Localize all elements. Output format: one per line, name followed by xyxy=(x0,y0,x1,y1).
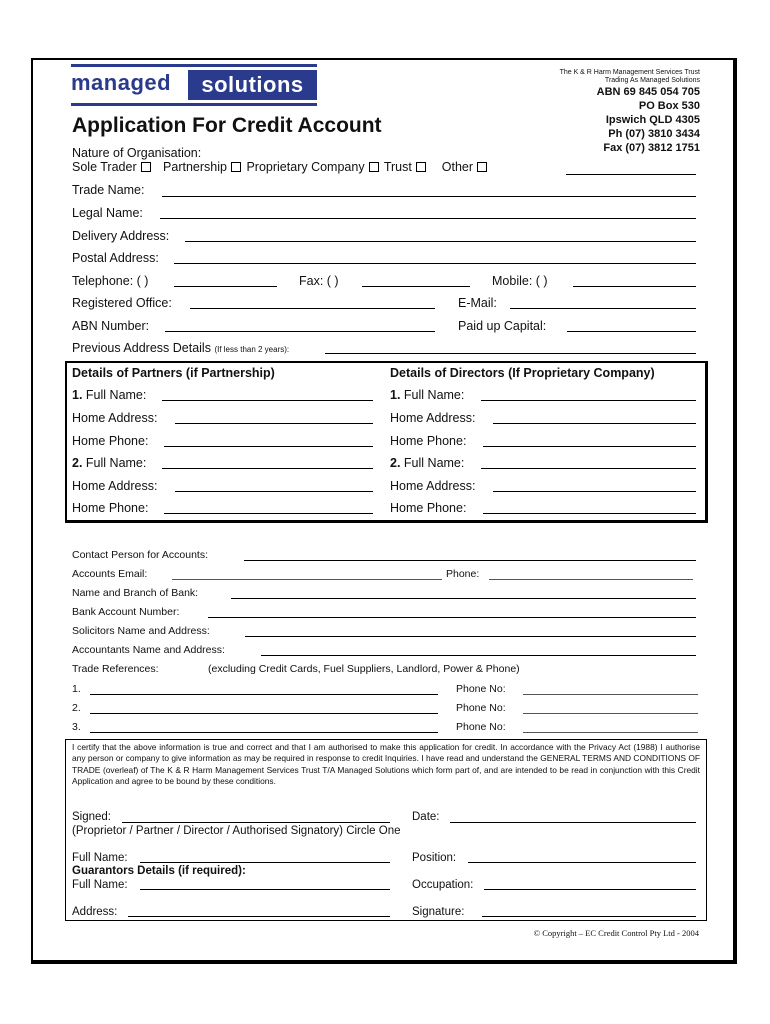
address-label: Address: xyxy=(72,906,118,918)
ref-2-field[interactable] xyxy=(90,713,438,714)
delivery-address-field[interactable] xyxy=(185,241,696,242)
director-2-home-phone-field[interactable] xyxy=(483,513,696,514)
director-2-full-name-label: 2. Full Name: xyxy=(390,456,465,470)
ref-3-phone-field[interactable] xyxy=(523,732,698,733)
signatory-note: (Proprietor / Partner / Director / Authorised Signatory) Circle One xyxy=(72,825,401,837)
signature-label: Signature: xyxy=(412,906,465,918)
partner-2-home-phone-label: Home Phone: xyxy=(72,501,149,515)
occupation-field[interactable] xyxy=(484,889,696,890)
accountants-label: Accountants Name and Address: xyxy=(72,644,225,656)
trade-refs-note: (excluding Credit Cards, Fuel Suppliers, Landlord, Power & Phone) xyxy=(208,663,520,675)
accountants-field[interactable] xyxy=(261,655,696,656)
trade-name-label: Trade Name: xyxy=(72,183,145,197)
postal-address-field[interactable] xyxy=(174,263,696,264)
legal-name-field[interactable] xyxy=(160,218,696,219)
previous-address-note: (If less than 2 years): xyxy=(214,345,290,354)
copyright: © Copyright – EC Credit Control Pty Ltd - 2004 xyxy=(533,928,699,938)
guarantor-full-name-field[interactable] xyxy=(140,889,390,890)
logo-rule-bottom xyxy=(71,103,317,106)
other-field[interactable] xyxy=(566,174,696,175)
partner-2-full-name-label: 2. Full Name: xyxy=(72,456,147,470)
logo-rule-top xyxy=(71,64,317,67)
bank-name-label: Name and Branch of Bank: xyxy=(72,587,199,599)
guarantor-full-name-label: Full Name: xyxy=(72,879,128,891)
contact-person-field[interactable] xyxy=(244,560,696,561)
legal-name-label: Legal Name: xyxy=(72,206,143,220)
partner-1-home-address-field[interactable] xyxy=(175,423,373,424)
fax-number: Fax (07) 3812 1751 xyxy=(603,142,700,154)
address-field[interactable] xyxy=(128,916,390,917)
certification-text: I certify that the above information is true and correct and that I am authorised to make this application for credit. In accordance with the Privacy Act (1988) I authorise any person or company to give information as may be required in response to credit Inquiries. I have read and understand the GENERAL TERMS AND CONDITIONS OF TRADE (overleaf) of The K & R Harm Management Services Trust T/A Managed Solutions which form part of, and are intended to be read in conjunction with this Credit Application and agree to be bound by these conditions. xyxy=(72,742,700,787)
ref-1-field[interactable] xyxy=(90,694,438,695)
solicitors-field[interactable] xyxy=(245,636,696,637)
abn-number-field[interactable] xyxy=(165,331,435,332)
registered-office-label: Registered Office: xyxy=(72,296,172,310)
occupation-label: Occupation: xyxy=(412,879,474,891)
accounts-email-label: Accounts Email: xyxy=(72,568,148,580)
mobile-label: Mobile: ( ) xyxy=(492,274,548,288)
full-name-field[interactable] xyxy=(140,862,390,863)
option-partnership-label: Partnership xyxy=(163,160,227,174)
previous-address-label xyxy=(72,341,289,355)
ref-2-phone-field[interactable] xyxy=(523,713,698,714)
signed-label: Signed: xyxy=(72,811,112,823)
option-sole-trader-checkbox[interactable] xyxy=(141,162,151,172)
full-name-label: Full Name: xyxy=(72,852,128,864)
delivery-address-label: Delivery Address: xyxy=(72,229,170,243)
ref-3-field[interactable] xyxy=(90,732,438,733)
option-other-label: Other xyxy=(441,160,474,174)
email-field[interactable] xyxy=(510,308,696,309)
mobile-field[interactable] xyxy=(573,286,696,287)
partners-heading: Details of Partners (if Partnership) xyxy=(72,366,275,380)
directors-heading: Details of Directors (If Proprietary Company) xyxy=(390,366,655,380)
option-partnership-checkbox[interactable] xyxy=(231,162,241,172)
partner-1-full-name-field[interactable] xyxy=(162,400,373,401)
partner-2-home-address-label: Home Address: xyxy=(72,479,158,493)
accounts-email-field[interactable] xyxy=(172,579,442,580)
position-label: Position: xyxy=(412,852,457,864)
option-trust-label: Trust xyxy=(383,160,412,174)
ref-1-number: 1. xyxy=(72,683,81,695)
option-proprietary-label: Proprietary Company xyxy=(246,160,365,174)
option-sole-trader-label: Sole Trader xyxy=(72,160,137,174)
option-other-checkbox[interactable] xyxy=(477,162,487,172)
logo-word-managed: managed xyxy=(71,70,172,95)
option-trust-checkbox[interactable] xyxy=(416,162,426,172)
bank-account-label: Bank Account Number: xyxy=(72,606,180,618)
director-2-full-name-field[interactable] xyxy=(481,468,696,469)
trade-name-field[interactable] xyxy=(162,196,696,197)
postal-address-label: Postal Address: xyxy=(72,251,159,265)
director-1-home-phone-field[interactable] xyxy=(483,446,696,447)
bank-name-field[interactable] xyxy=(231,598,696,599)
date-label: Date: xyxy=(412,811,440,823)
telephone-field[interactable] xyxy=(174,286,277,287)
director-1-full-name-label: 1. Full Name: xyxy=(390,388,465,402)
contact-person-label: Contact Person for Accounts: xyxy=(72,549,208,561)
accounts-phone-field[interactable] xyxy=(489,579,693,580)
position-field[interactable] xyxy=(468,862,696,863)
partner-1-home-address-label: Home Address: xyxy=(72,411,158,425)
partner-2-home-phone-field[interactable] xyxy=(164,513,373,514)
ref-2-number: 2. xyxy=(72,702,81,714)
form-title: Application For Credit Account xyxy=(72,114,382,137)
organisation-label: Nature of Organisation: xyxy=(72,146,202,160)
partner-1-home-phone-field[interactable] xyxy=(164,446,373,447)
signed-field[interactable] xyxy=(122,822,390,823)
bank-account-field[interactable] xyxy=(208,617,696,618)
city: Ipswich QLD 4305 xyxy=(605,114,700,126)
logo-word-solutions: solutions xyxy=(188,70,317,100)
previous-address-text: Previous Address Details xyxy=(72,341,211,355)
trading-as: Trading As Managed Solutions xyxy=(604,77,700,84)
registered-office-field[interactable] xyxy=(190,308,435,309)
previous-address-field[interactable] xyxy=(325,353,696,354)
trust-name: The K & R Harm Management Services Trust xyxy=(559,69,700,76)
email-label: E-Mail: xyxy=(458,296,497,310)
fax-field[interactable] xyxy=(362,286,470,287)
telephone-label: Telephone: ( ) xyxy=(72,274,149,288)
director-2-home-address-label: Home Address: xyxy=(390,479,476,493)
ref-1-phone-field[interactable] xyxy=(523,694,698,695)
director-2-home-phone-label: Home Phone: xyxy=(390,501,467,515)
director-1-full-name-field[interactable] xyxy=(481,400,696,401)
partner-2-home-address-field[interactable] xyxy=(175,491,373,492)
partner-1-full-name-label: 1. Full Name: xyxy=(72,388,147,402)
director-1-home-address-label: Home Address: xyxy=(390,411,476,425)
ref-3-phone-label: Phone No: xyxy=(456,721,506,733)
paid-up-capital-label: Paid up Capital: xyxy=(458,319,547,333)
director-1-home-address-field[interactable] xyxy=(493,423,696,424)
fax-label: Fax: ( ) xyxy=(299,274,339,288)
partner-1-home-phone-label: Home Phone: xyxy=(72,434,149,448)
solicitors-label: Solicitors Name and Address: xyxy=(72,625,210,637)
guarantors-heading: Guarantors Details (if required): xyxy=(72,865,246,877)
po-box: PO Box 530 xyxy=(638,100,700,112)
ref-2-phone-label: Phone No: xyxy=(456,702,506,714)
partner-2-full-name-field[interactable] xyxy=(162,468,373,469)
director-2-home-address-field[interactable] xyxy=(493,491,696,492)
phone-number: Ph (07) 3810 3434 xyxy=(608,128,700,140)
abn: ABN 69 845 054 705 xyxy=(596,86,700,98)
organisation-options xyxy=(72,160,489,174)
date-field[interactable] xyxy=(450,822,696,823)
abn-number-label: ABN Number: xyxy=(72,319,150,333)
trade-refs-label: Trade References: xyxy=(72,663,159,675)
director-1-home-phone-label: Home Phone: xyxy=(390,434,467,448)
partners-directors-box xyxy=(65,361,708,523)
signature-field[interactable] xyxy=(482,916,696,917)
ref-1-phone-label: Phone No: xyxy=(456,683,506,695)
option-proprietary-checkbox[interactable] xyxy=(369,162,379,172)
accounts-phone-label: Phone: xyxy=(446,568,480,580)
ref-3-number: 3. xyxy=(72,721,81,733)
paid-up-capital-field[interactable] xyxy=(567,331,696,332)
